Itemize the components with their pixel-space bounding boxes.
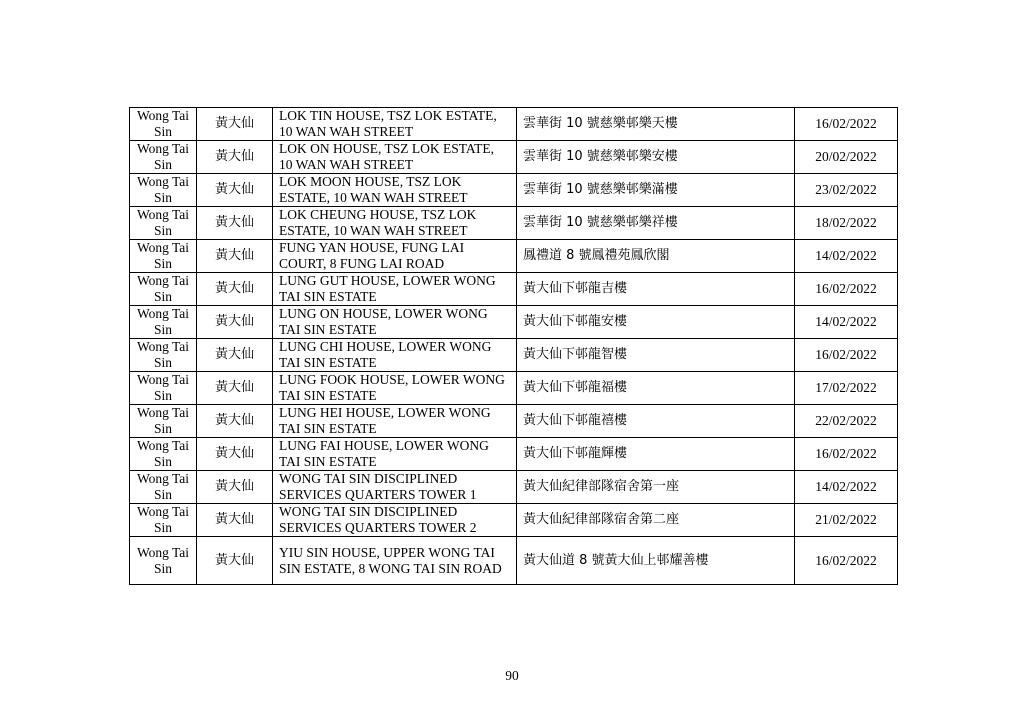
address-english: LUNG FOOK HOUSE, LOWER WONG TAI SIN ESTATE xyxy=(273,372,517,405)
date: 20/02/2022 xyxy=(795,141,898,174)
table-row xyxy=(130,207,898,240)
address-chinese: 黃大仙下邨龍智樓 xyxy=(517,339,795,372)
district-chinese: 黃大仙 xyxy=(197,504,273,537)
table-row xyxy=(130,471,898,504)
district-chinese: 黃大仙 xyxy=(197,141,273,174)
address-english: LUNG ON HOUSE, LOWER WONG TAI SIN ESTATE xyxy=(273,306,517,339)
address-english: LOK ON HOUSE, TSZ LOK ESTATE, 10 WAN WAH STREET xyxy=(273,141,517,174)
address-english: FUNG YAN HOUSE, FUNG LAI COURT, 8 FUNG LAI ROAD xyxy=(273,240,517,273)
district-chinese: 黃大仙 xyxy=(197,108,273,141)
table-row xyxy=(130,504,898,537)
date: 16/02/2022 xyxy=(795,339,898,372)
table-row xyxy=(130,141,898,174)
date: 16/02/2022 xyxy=(795,108,898,141)
table-row xyxy=(130,240,898,273)
address-english: YIU SIN HOUSE, UPPER WONG TAI SIN ESTATE, 8 WONG TAI SIN ROAD xyxy=(273,537,517,585)
district-chinese: 黃大仙 xyxy=(197,339,273,372)
address-chinese: 黃大仙下邨龍安樓 xyxy=(517,306,795,339)
date: 14/02/2022 xyxy=(795,240,898,273)
district-english: Wong Tai Sin xyxy=(130,504,197,537)
address-english: LUNG FAI HOUSE, LOWER WONG TAI SIN ESTATE xyxy=(273,438,517,471)
district-english: Wong Tai Sin xyxy=(130,471,197,504)
district-english: Wong Tai Sin xyxy=(130,372,197,405)
address-english: LUNG CHI HOUSE, LOWER WONG TAI SIN ESTATE xyxy=(273,339,517,372)
address-english: LOK MOON HOUSE, TSZ LOK ESTATE, 10 WAN WAH STREET xyxy=(273,174,517,207)
date: 23/02/2022 xyxy=(795,174,898,207)
address-english: LOK TIN HOUSE, TSZ LOK ESTATE, 10 WAN WAH STREET xyxy=(273,108,517,141)
address-chinese: 黃大仙下邨龍吉樓 xyxy=(517,273,795,306)
address-chinese: 雲華街 10 號慈樂邨樂天樓 xyxy=(517,108,795,141)
district-chinese: 黃大仙 xyxy=(197,306,273,339)
address-chinese: 雲華街 10 號慈樂邨樂安樓 xyxy=(517,141,795,174)
address-english: WONG TAI SIN DISCIPLINED SERVICES QUARTERS TOWER 1 xyxy=(273,471,517,504)
address-english: LUNG HEI HOUSE, LOWER WONG TAI SIN ESTATE xyxy=(273,405,517,438)
address-english: LUNG GUT HOUSE, LOWER WONG TAI SIN ESTATE xyxy=(273,273,517,306)
buildings-table xyxy=(129,107,898,585)
district-chinese: 黃大仙 xyxy=(197,240,273,273)
date: 14/02/2022 xyxy=(795,471,898,504)
district-english: Wong Tai Sin xyxy=(130,240,197,273)
district-english: Wong Tai Sin xyxy=(130,174,197,207)
address-chinese: 黃大仙紀律部隊宿舍第二座 xyxy=(517,504,795,537)
district-english: Wong Tai Sin xyxy=(130,141,197,174)
district-english: Wong Tai Sin xyxy=(130,273,197,306)
address-english: WONG TAI SIN DISCIPLINED SERVICES QUARTERS TOWER 2 xyxy=(273,504,517,537)
date: 16/02/2022 xyxy=(795,273,898,306)
address-chinese: 黃大仙紀律部隊宿舍第一座 xyxy=(517,471,795,504)
table-row xyxy=(130,339,898,372)
address-chinese: 鳳禮道 8 號鳳禮苑鳳欣閣 xyxy=(517,240,795,273)
table-row xyxy=(130,405,898,438)
address-chinese: 黃大仙下邨龍禧樓 xyxy=(517,405,795,438)
address-chinese: 黃大仙下邨龍福樓 xyxy=(517,372,795,405)
district-chinese: 黃大仙 xyxy=(197,273,273,306)
date: 16/02/2022 xyxy=(795,438,898,471)
district-english: Wong Tai Sin xyxy=(130,306,197,339)
table-row xyxy=(130,372,898,405)
address-chinese: 黃大仙道 8 號黃大仙上邨耀善樓 xyxy=(517,537,795,585)
address-chinese: 雲華街 10 號慈樂邨樂滿樓 xyxy=(517,174,795,207)
district-chinese: 黃大仙 xyxy=(197,405,273,438)
district-english: Wong Tai Sin xyxy=(130,438,197,471)
district-english: Wong Tai Sin xyxy=(130,405,197,438)
district-chinese: 黃大仙 xyxy=(197,438,273,471)
district-chinese: 黃大仙 xyxy=(197,372,273,405)
table-row xyxy=(130,306,898,339)
table-row xyxy=(130,537,898,585)
date: 16/02/2022 xyxy=(795,537,898,585)
page-number: 90 xyxy=(505,668,519,683)
table-row xyxy=(130,273,898,306)
district-english: Wong Tai Sin xyxy=(130,339,197,372)
district-english: Wong Tai Sin xyxy=(130,108,197,141)
district-chinese: 黃大仙 xyxy=(197,174,273,207)
district-chinese: 黃大仙 xyxy=(197,537,273,585)
table-row xyxy=(130,438,898,471)
district-english: Wong Tai Sin xyxy=(130,537,197,585)
address-english: LOK CHEUNG HOUSE, TSZ LOK ESTATE, 10 WAN WAH STREET xyxy=(273,207,517,240)
table-row xyxy=(130,108,898,141)
date: 22/02/2022 xyxy=(795,405,898,438)
district-chinese: 黃大仙 xyxy=(197,471,273,504)
address-chinese: 黃大仙下邨龍輝樓 xyxy=(517,438,795,471)
table-row xyxy=(130,174,898,207)
date: 21/02/2022 xyxy=(795,504,898,537)
date: 18/02/2022 xyxy=(795,207,898,240)
date: 17/02/2022 xyxy=(795,372,898,405)
district-chinese: 黃大仙 xyxy=(197,207,273,240)
address-chinese: 雲華街 10 號慈樂邨樂祥樓 xyxy=(517,207,795,240)
district-english: Wong Tai Sin xyxy=(130,207,197,240)
date: 14/02/2022 xyxy=(795,306,898,339)
